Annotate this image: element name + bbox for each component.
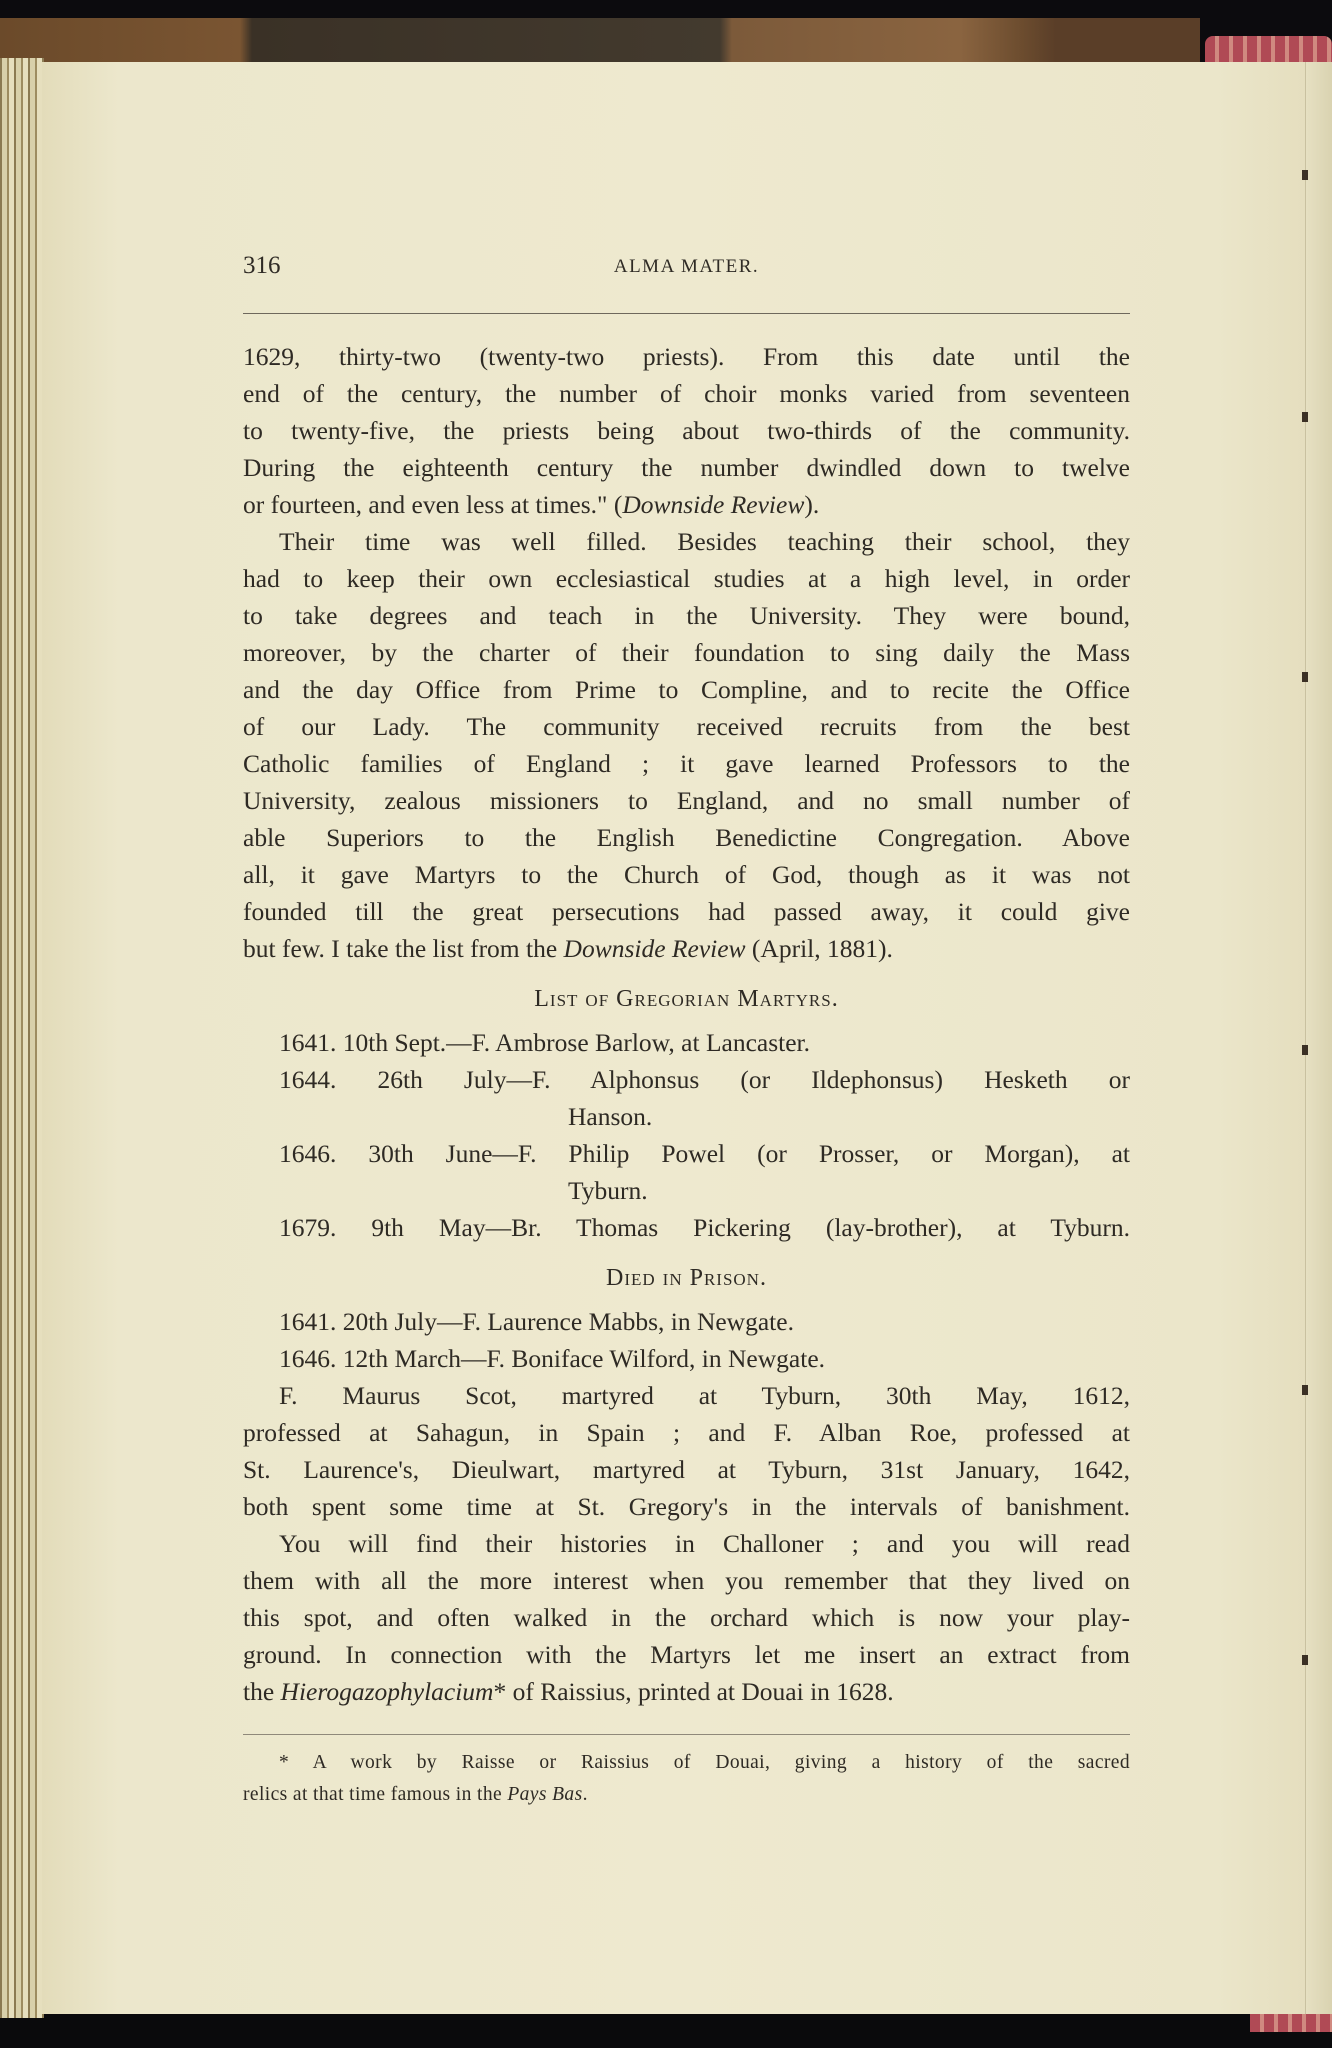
list-item: 1646. 30th June—F. Philip Powel (or Prosser, or Morgan), at: [279, 1139, 1130, 1168]
citation-title: Downside Review: [622, 490, 805, 519]
list-item: 1644. 26th July—F. Alphonsus (or Ildephonsus) Hesketh or: [279, 1065, 1130, 1094]
text-line: professed at Sahagun, in Spain ; and F. Alban Roe, professed at: [243, 1418, 1130, 1447]
text-run: ).: [804, 490, 820, 519]
list-item-continuation: Tyburn.: [568, 1176, 648, 1205]
edge-mark: [1302, 1655, 1308, 1665]
book-spine-edge: [0, 18, 1200, 62]
bookmark-ribbon-top: [1205, 36, 1332, 62]
text-line: founded till the great persecutions had passed away, it could give: [243, 897, 1130, 926]
edge-mark: [1302, 412, 1308, 422]
text-line: all, it gave Martyrs to the Church of God, though as it was not: [243, 860, 1130, 889]
text-line: to take degrees and teach in the University. They were bound,: [243, 601, 1130, 630]
paragraph-2: [243, 523, 1130, 967]
text-line: University, zealous missioners to England, and no small number of: [243, 786, 1130, 815]
footnote-rule: [243, 1734, 1130, 1735]
martyrs-list-title: List of Gregorian Martyrs.: [534, 986, 839, 1012]
text-line: [243, 1673, 1130, 1710]
paragraph-3: [243, 1377, 1130, 1525]
text-line: to twenty-five, the priests being about two-thirds of the community.: [243, 416, 1130, 445]
text-line: end of the century, the number of choir monks varied from seventeen: [243, 379, 1130, 408]
text-line: ground. In connection with the Martyrs let me insert an extract from: [243, 1640, 1130, 1669]
edge-mark: [1302, 170, 1308, 180]
body-text: [243, 338, 1130, 1710]
prison-list: [243, 1303, 1130, 1377]
text-line: F. Maurus Scot, martyred at Tyburn, 30th May, 1612,: [279, 1381, 1130, 1410]
text-line: this spot, and often walked in the orchard which is now your play-: [243, 1603, 1130, 1632]
edge-mark: [1302, 672, 1308, 682]
list-item: 1641. 10th Sept.—F. Ambrose Barlow, at Lancaster.: [279, 1028, 811, 1057]
text-line: St. Laurence's, Dieulwart, martyred at Tyburn, 31st January, 1642,: [243, 1455, 1130, 1484]
list-item-continuation: Hanson.: [568, 1102, 653, 1131]
edge-mark: [1302, 1385, 1308, 1395]
text-line: Their time was well filled. Besides teaching their school, they: [279, 527, 1130, 556]
text-line: During the eighteenth century the number dwindled down to twelve: [243, 453, 1130, 482]
text-line: had to keep their own ecclesiastical studies at a high level, in order: [243, 564, 1130, 593]
left-page-stack: [0, 58, 44, 2018]
list-item: 1646. 12th March—F. Boniface Wilford, in Newgate.: [279, 1344, 826, 1373]
text-line: moreover, by the charter of their foundation to sing daily the Mass: [243, 638, 1130, 667]
running-title: ALMA MATER.: [613, 256, 760, 277]
footnote-line: * A work by Raisse or Raissius of Douai, giving a history of the sacred: [279, 1752, 1130, 1773]
text-line: and the day Office from Prime to Compline, and to recite the Office: [243, 675, 1130, 704]
running-head: [243, 252, 1130, 282]
page-number: 316: [243, 252, 281, 279]
footnote-line: [243, 1779, 1130, 1811]
text-line: [243, 486, 1130, 523]
right-page-edge: [1305, 62, 1332, 2014]
list-item: 1679. 9th May—Br. Thomas Pickering (lay-brother), at Tyburn.: [279, 1213, 1130, 1242]
text-line: Catholic families of England ; it gave learned Professors to the: [243, 749, 1130, 778]
text-run: but few. I take the list from the: [243, 934, 564, 963]
text-run: relics at that time famous in the: [243, 1784, 508, 1805]
prison-list-title: Died in Prison.: [606, 1265, 767, 1291]
text-run: or fourteen, and even less at times." (: [243, 490, 623, 519]
place-name: Pays Bas: [507, 1784, 583, 1805]
text-run: (April, 1881).: [745, 934, 893, 963]
text-line: You will find their histories in Challoner ; and you will read: [279, 1529, 1130, 1558]
text-run: the: [243, 1677, 281, 1706]
paragraph-4: [243, 1525, 1130, 1710]
text-line: able Superiors to the English Benedictine Congregation. Above: [243, 823, 1130, 852]
text-line: both spent some time at St. Gregory's in the intervals of banishment.: [243, 1492, 1130, 1521]
text-line: them with all the more interest when you remember that they lived on: [243, 1566, 1130, 1595]
paragraph-1: [243, 338, 1130, 523]
book-cover-bottom: [0, 2015, 1332, 2048]
text-run: .: [582, 1784, 588, 1805]
work-title: Hierogazophylacium: [280, 1677, 494, 1706]
text-run: * of Raissius, printed at Douai in 1628.: [493, 1677, 894, 1706]
edge-mark: [1302, 1045, 1308, 1055]
text-line: of our Lady. The community received recruits from the best: [243, 712, 1130, 741]
footnote: [243, 1747, 1130, 1811]
text-line: 1629, thirty-two (twenty-two priests). From this date until the: [243, 342, 1130, 371]
header-rule: [243, 313, 1130, 314]
citation-title: Downside Review: [563, 934, 746, 963]
martyrs-list: [243, 1024, 1130, 1246]
list-item: 1641. 20th July—F. Laurence Mabbs, in Newgate.: [279, 1307, 794, 1336]
text-line: [243, 930, 1130, 967]
